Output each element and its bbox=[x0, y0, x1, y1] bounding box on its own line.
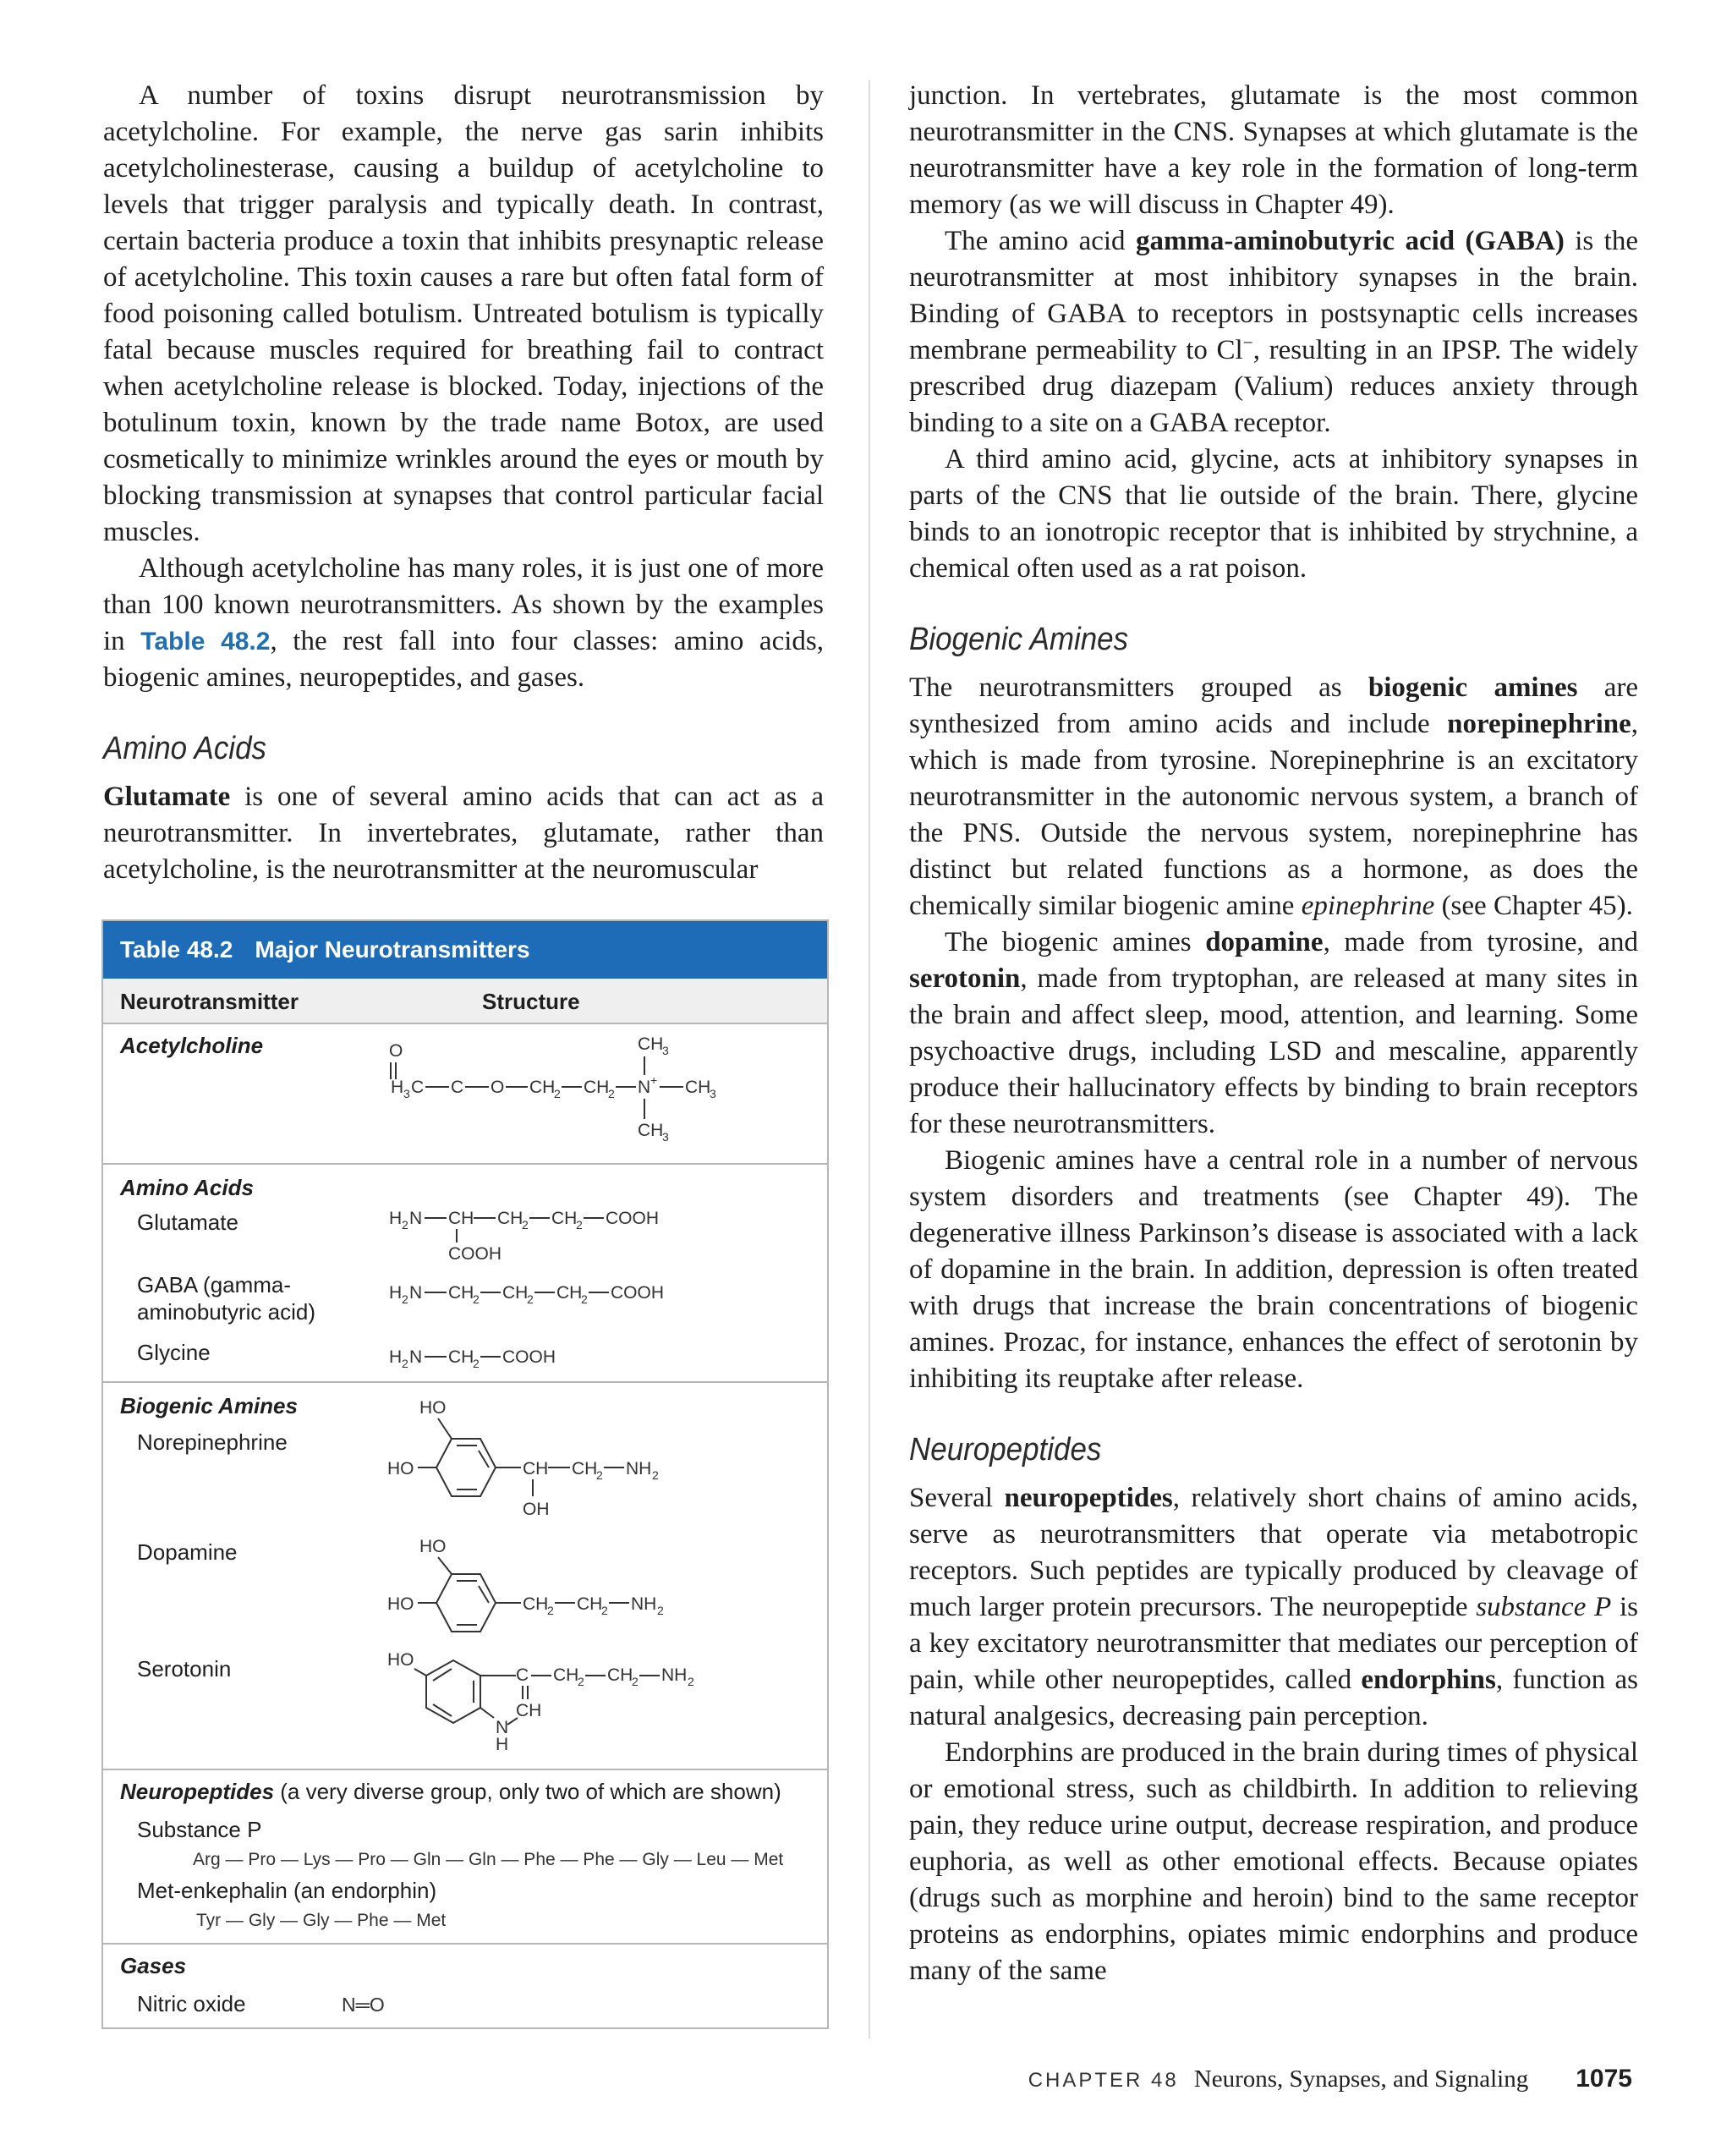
met-enkephalin-label: Met-enkephalin (an endorphin) bbox=[137, 1878, 437, 1903]
svg-text:C: C bbox=[411, 1078, 425, 1097]
svg-text:2: 2 bbox=[608, 1087, 615, 1100]
glutamate-label: Glutamate bbox=[137, 1210, 238, 1235]
svg-text:CH: CH bbox=[607, 1665, 633, 1685]
column-header: Neurotransmitter bbox=[120, 989, 299, 1014]
svg-text:2: 2 bbox=[632, 1675, 639, 1688]
svg-text:CH: CH bbox=[577, 1594, 603, 1614]
svg-text:2: 2 bbox=[596, 1468, 603, 1482]
svg-text:CH: CH bbox=[551, 1209, 578, 1228]
left-column bbox=[103, 78, 824, 888]
svg-text:H: H bbox=[496, 1735, 509, 1754]
svg-text:N: N bbox=[409, 1283, 423, 1303]
paragraph: A third amino acid, glycine, acts at inhibitory synapses in parts of the CNS that lie outside of the brain. There, glycine binds to an ionotropic receptor that is inhibited by strychnine, a chemical often used as a rat poison. bbox=[909, 444, 1638, 584]
svg-text:O: O bbox=[389, 1041, 403, 1061]
serotonin-label: Serotonin bbox=[137, 1656, 232, 1681]
svg-text:2: 2 bbox=[402, 1357, 408, 1370]
svg-text:2: 2 bbox=[554, 1087, 561, 1100]
substance-p-label: Substance P bbox=[137, 1817, 262, 1842]
table-row-biogenic-amines bbox=[103, 1381, 827, 1770]
table-number: Table 48.2 bbox=[120, 936, 233, 963]
svg-text:2: 2 bbox=[657, 1604, 664, 1617]
paragraph: Biogenic amines have a central role in a number of nervous system disorders and treatments (see Chapter 49). The degenerative illness Parkinson’s disease is associated with a lack of dopamine in the brain. In addition, depression is often treated with drugs that increase the brain concentrations of biogenic amines. Prozac, for instance, enhances the effect of serotonin by inhibiting its reuptake after release. bbox=[909, 1145, 1638, 1394]
svg-text:3: 3 bbox=[403, 1087, 410, 1100]
svg-text:N: N bbox=[409, 1347, 423, 1367]
svg-text:3: 3 bbox=[662, 1130, 669, 1144]
table-row-neuropeptides bbox=[103, 1769, 827, 1945]
svg-text:HO: HO bbox=[387, 1594, 414, 1614]
svg-text:2: 2 bbox=[652, 1468, 659, 1482]
table-row-acetylcholine bbox=[103, 1023, 827, 1163]
paragraph: A number of toxins disrupt neurotransmission by acetylcholine. For example, the nerve gas sarin inhibits acetylcholinesterase, causing a buildup of acetylcholine to levels that trigger paralysis and typically death. In contrast, certain bacteria produce a toxin that inhibits presynaptic release of acetylcholine. This toxin causes a rare but often fatal form of food poisoning called botulism. Untreated botulism is typically fatal because muscles required for breathing fail to contract when acetylcholine release is blocked. Today, injections of the botulinum toxin, known by the trade name Botox, are used cosmetically to minimize wrinkles around the eyes or mouth by blocking transmission at synapses that control particular facial muscles. bbox=[103, 80, 824, 547]
svg-text:HO: HO bbox=[387, 1650, 414, 1670]
biogenic-amine-structures bbox=[103, 1383, 827, 1770]
svg-text:2: 2 bbox=[578, 1675, 584, 1688]
svg-text:HO: HO bbox=[387, 1459, 414, 1478]
table-reference-link[interactable]: Table 48.2 bbox=[140, 628, 271, 656]
dopamine-label: Dopamine bbox=[137, 1539, 238, 1565]
page-footer bbox=[0, 2065, 1632, 2093]
category-label: Gases bbox=[120, 1953, 187, 1978]
paragraph: Endorphins are produced in the brain during times of physical or emotional stress, such as childbirth. In addition to relieving pain, they reduce urine output, decrease respiration, and produce euphoria, as well as other emotional effects. Because opiates (drugs such as morphine and heroin) bind to the same receptor proteins as endorphins, opiates mimic endorphins and produce many of the same bbox=[909, 1737, 1638, 1986]
svg-text:CH: CH bbox=[556, 1283, 583, 1303]
svg-text:CH: CH bbox=[638, 1121, 664, 1140]
table-title: Major Neurotransmitters bbox=[255, 936, 530, 963]
svg-text:N: N bbox=[409, 1209, 423, 1228]
svg-text:C: C bbox=[451, 1078, 464, 1097]
paragraph: The biogenic amines dopamine, made from tyrosine, and serotonin, made from tryptophan, are released at many sites in the brain and affect sleep, mood, attention, and learning. Some psychoactive drugs, including LSD and mescaline, apparently produce their hallucinatory effects by binding to brain receptors for these neurotransmitters. bbox=[909, 927, 1638, 1139]
substance-p-sequence: Arg — Pro — Lys — Pro — Gln — Gln — Phe — Phe — Gly — Leu — Met bbox=[193, 1850, 784, 1869]
svg-text:CH: CH bbox=[502, 1283, 529, 1303]
svg-text:CH: CH bbox=[529, 1078, 556, 1097]
paragraph: Glutamate is one of several amino acids that can act as a neurotransmitter. In invertebrates, glutamate, rather than acetylcholine, is the neurotransmitter at the neuromuscular bbox=[103, 782, 824, 885]
category-label: Amino Acids bbox=[120, 1175, 254, 1200]
right-column bbox=[909, 78, 1638, 1989]
svg-text:3: 3 bbox=[662, 1044, 669, 1057]
svg-text:O: O bbox=[491, 1078, 505, 1097]
svg-text:CH: CH bbox=[572, 1459, 598, 1478]
svg-text:+: + bbox=[650, 1073, 658, 1087]
met-enkephalin-sequence: Tyr — Gly — Gly — Phe — Met bbox=[196, 1911, 447, 1930]
paragraph: Several neuropeptides, relatively short chains of amino acids, serve as neurotransmitters that operate via metabotropic receptors. Such peptides are typically produced by cleavage of much larger protein precursors. The neuropeptide substance P is a key excitatory neurotransmitter that mediates our perception of pain, while other neuropeptides, called endorphins, function as natural analgesics, decreasing pain perception. bbox=[909, 1483, 1639, 1731]
svg-text:CH: CH bbox=[638, 1034, 664, 1054]
gaba-label: GABA (gamma- aminobutyric acid) bbox=[137, 1272, 315, 1325]
svg-text:3: 3 bbox=[710, 1087, 716, 1100]
category-label: Biogenic Amines bbox=[120, 1393, 298, 1418]
svg-text:CH: CH bbox=[448, 1209, 474, 1228]
svg-text:COOH: COOH bbox=[448, 1244, 502, 1264]
svg-text:N: N bbox=[638, 1078, 651, 1097]
nitric-oxide-formula: N═O bbox=[342, 1994, 385, 2016]
svg-text:2: 2 bbox=[402, 1218, 408, 1232]
svg-text:NH: NH bbox=[661, 1665, 688, 1685]
neurotransmitter-table bbox=[101, 919, 829, 2029]
svg-text:2: 2 bbox=[473, 1357, 480, 1370]
svg-text:N: N bbox=[496, 1718, 509, 1737]
svg-text:CH: CH bbox=[553, 1665, 579, 1685]
table-title-bar bbox=[103, 921, 827, 979]
section-heading-biogenic-amines: Biogenic Amines bbox=[909, 622, 1129, 657]
svg-text:CH: CH bbox=[523, 1594, 549, 1614]
svg-text:CH: CH bbox=[516, 1701, 542, 1720]
svg-text:2: 2 bbox=[581, 1292, 588, 1306]
footer-title: Neurons, Synapses, and Signaling bbox=[1193, 2065, 1529, 2093]
svg-text:CH: CH bbox=[584, 1078, 610, 1097]
svg-text:H: H bbox=[389, 1283, 403, 1303]
svg-text:CH: CH bbox=[448, 1283, 474, 1303]
svg-text:COOH: COOH bbox=[502, 1347, 556, 1367]
svg-text:2: 2 bbox=[576, 1218, 583, 1232]
svg-text:H: H bbox=[391, 1078, 404, 1097]
svg-text:COOH: COOH bbox=[606, 1209, 659, 1228]
glycine-label: Glycine bbox=[137, 1340, 211, 1365]
column-divider bbox=[869, 80, 870, 2038]
svg-text:OH: OH bbox=[523, 1500, 550, 1519]
paragraph: The amino acid gamma-aminobutyric acid (GABA) is the neurotransmitter at most inhibitory synapses in the brain. Binding of GABA to receptors in postsynaptic cells increases membrane permeability to Cl−, resulting in an IPSP. The widely prescribed drug diazepam (Valium) reduces anxiety through binding to a site on a GABA receptor. bbox=[909, 226, 1638, 438]
svg-text:H: H bbox=[389, 1209, 403, 1228]
section-heading-neuropeptides: Neuropeptides bbox=[909, 1432, 1102, 1468]
page-number: 1075 bbox=[1576, 2065, 1632, 2093]
nitric-oxide-label: Nitric oxide bbox=[137, 1991, 246, 2016]
footer-chapter: CHAPTER 48 bbox=[1028, 2069, 1179, 2092]
svg-text:CH: CH bbox=[497, 1209, 523, 1228]
section-heading-amino-acids: Amino Acids bbox=[103, 731, 266, 766]
table-row-amino-acids bbox=[103, 1163, 827, 1383]
svg-text:NH: NH bbox=[631, 1594, 657, 1614]
table-column-headers bbox=[103, 979, 827, 1024]
paragraph: junction. In vertebrates, glutamate is the most common neurotransmitter in the CNS. Synapses at which glutamate is the neurotransmitter have a key role in the formation of long-term memory (as we will discuss in Chapter 49). bbox=[909, 80, 1638, 220]
svg-text:2: 2 bbox=[527, 1292, 534, 1306]
svg-text:CH: CH bbox=[448, 1347, 474, 1367]
category-label: Neuropeptides (a very diverse group, only two of which are shown) bbox=[120, 1779, 781, 1804]
svg-text:2: 2 bbox=[688, 1675, 694, 1688]
svg-text:COOH: COOH bbox=[611, 1283, 664, 1303]
svg-text:2: 2 bbox=[547, 1604, 554, 1617]
svg-text:2: 2 bbox=[402, 1292, 408, 1306]
svg-text:2: 2 bbox=[601, 1604, 608, 1617]
svg-text:C: C bbox=[516, 1665, 529, 1685]
paragraph: The neurotransmitters grouped as biogenic amines are synthesized from amino acids and include norepinephrine, which is made from tyrosine. Norepinephrine is an excitatory neurotransmitter in the autonomic nervous system, a branch of the PNS. Outside the nervous system, norepinephrine has distinct but related functions as a hormone, as does the chemically similar biogenic amine epinephrine (see Chapter 45). bbox=[909, 672, 1638, 921]
column-header: Structure bbox=[482, 989, 580, 1014]
table-row-gases bbox=[103, 1943, 827, 2026]
category-label: Acetylcholine bbox=[120, 1033, 264, 1058]
svg-text:HO: HO bbox=[419, 1398, 447, 1418]
svg-text:H: H bbox=[389, 1347, 403, 1367]
svg-text:HO: HO bbox=[419, 1537, 447, 1556]
svg-text:2: 2 bbox=[522, 1218, 529, 1232]
acetylcholine-structure bbox=[103, 1023, 827, 1163]
svg-text:CH: CH bbox=[685, 1078, 711, 1097]
svg-text:NH: NH bbox=[626, 1459, 652, 1478]
amino-acid-structures bbox=[103, 1165, 827, 1383]
norepinephrine-label: Norepinephrine bbox=[137, 1429, 288, 1455]
svg-text:2: 2 bbox=[473, 1292, 480, 1306]
svg-text:CH: CH bbox=[523, 1459, 549, 1478]
paragraph: Although acetylcholine has many roles, it is just one of more than 100 known neurotransmitters. As shown by the examples in Table 48.2, the rest fall into four classes: amino acids, biogenic amines, neuropeptides, and gases. bbox=[103, 553, 824, 693]
